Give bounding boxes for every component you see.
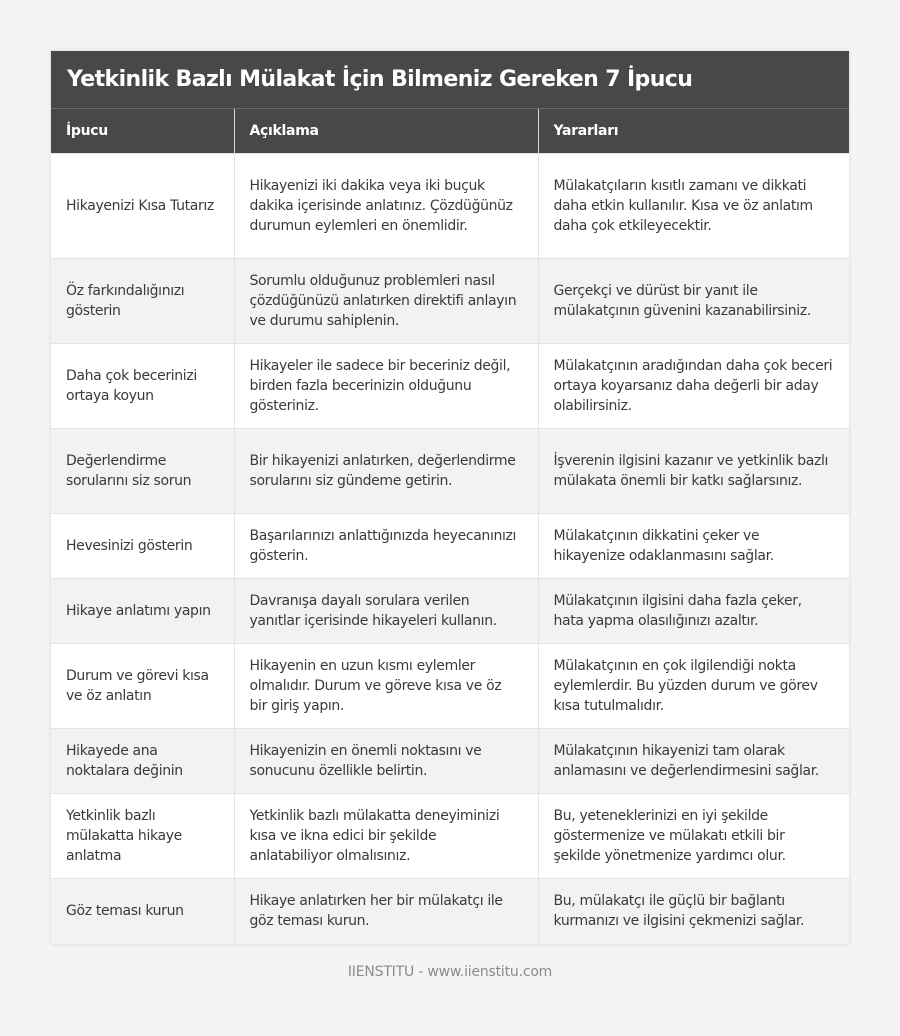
cell-tip: Değerlendirme sorularını siz sorun <box>51 429 234 514</box>
table-header-row <box>51 109 849 154</box>
cell-benefits: Mülakatçının dikkatini çeker ve hikayenize odaklanmasını sağlar. <box>538 514 849 579</box>
cell-tip: Hevesinizi gösterin <box>51 514 234 579</box>
table-row <box>51 644 849 729</box>
cell-tip: Hikayenizi Kısa Tutarız <box>51 154 234 259</box>
table-row <box>51 344 849 429</box>
cell-tip: Yetkinlik bazlı mülakatta hikaye anlatma <box>51 794 234 879</box>
cell-benefits: Mülakatçının en çok ilgilendiği nokta eylemlerdir. Bu yüzden durum ve görev kısa tutulmalıdır. <box>538 644 849 729</box>
page-title: Yetkinlik Bazlı Mülakat İçin Bilmeniz Gereken 7 İpucu <box>67 67 693 92</box>
cell-description: Hikayeler ile sadece bir beceriniz değil, birden fazla becerinizin olduğunu gösteriniz. <box>234 344 538 429</box>
cell-description: Hikayenin en uzun kısmı eylemler olmalıdır. Durum ve göreve kısa ve öz bir giriş yapın. <box>234 644 538 729</box>
cell-benefits: Bu, mülakatçı ile güçlü bir bağlantı kurmanızı ve ilgisini çekmenizi sağlar. <box>538 879 849 944</box>
table-row <box>51 514 849 579</box>
column-header-benefits: Yararları <box>538 109 849 154</box>
cell-description: Bir hikayenizi anlatırken, değerlendirme sorularını siz gündeme getirin. <box>234 429 538 514</box>
tips-card <box>51 51 849 944</box>
cell-benefits: Mülakatçının aradığından daha çok beceri ortaya koyarsanız daha değerli bir aday olabilirsiniz. <box>538 344 849 429</box>
cell-benefits: Bu, yeteneklerinizi en iyi şekilde göstermenize ve mülakatı etkili bir şekilde yönetmenize yardımcı olur. <box>538 794 849 879</box>
cell-description: Hikayenizi iki dakika veya iki buçuk dakika içerisinde anlatınız. Çözdüğünüz durumun eylemleri en önemlidir. <box>234 154 538 259</box>
cell-description: Başarılarınızı anlattığınızda heyecanınızı gösterin. <box>234 514 538 579</box>
cell-tip: Öz farkındalığınızı gösterin <box>51 259 234 344</box>
tips-table <box>51 109 849 944</box>
cell-benefits: Mülakatçının ilgisini daha fazla çeker, hata yapma olasılığınızı azaltır. <box>538 579 849 644</box>
table-row <box>51 729 849 794</box>
footer-credit: IIENSTITU - www.iienstitu.com <box>347 964 553 980</box>
cell-description: Hikayenizin en önemli noktasını ve sonucunu özellikle belirtin. <box>234 729 538 794</box>
cell-benefits: Mülakatçıların kısıtlı zamanı ve dikkati daha etkin kullanılır. Kısa ve öz anlatım daha çok etkileyecektir. <box>538 154 849 259</box>
table-row <box>51 879 849 944</box>
table-row <box>51 794 849 879</box>
table-row <box>51 579 849 644</box>
title-bar <box>51 51 849 109</box>
column-header-tip: İpucu <box>51 109 234 154</box>
cell-benefits: Gerçekçi ve dürüst bir yanıt ile mülakatçının güvenini kazanabilirsiniz. <box>538 259 849 344</box>
cell-benefits: İşverenin ilgisini kazanır ve yetkinlik bazlı mülakata önemli bir katkı sağlarsınız. <box>538 429 849 514</box>
table-row <box>51 259 849 344</box>
cell-description: Hikaye anlatırken her bir mülakatçı ile göz teması kurun. <box>234 879 538 944</box>
cell-description: Sorumlu olduğunuz problemleri nasıl çözdüğünüzü anlatırken direktifi anlayın ve durumu sahiplenin. <box>234 259 538 344</box>
table-row <box>51 154 849 259</box>
cell-tip: Daha çok becerinizi ortaya koyun <box>51 344 234 429</box>
cell-tip: Durum ve görevi kısa ve öz anlatın <box>51 644 234 729</box>
cell-tip: Hikaye anlatımı yapın <box>51 579 234 644</box>
cell-description: Davranışa dayalı sorulara verilen yanıtlar içerisinde hikayeleri kullanın. <box>234 579 538 644</box>
cell-tip: Hikayede ana noktalara değinin <box>51 729 234 794</box>
cell-description: Yetkinlik bazlı mülakatta deneyiminizi kısa ve ikna edici bir şekilde anlatabiliyor olmalısınız. <box>234 794 538 879</box>
table-row <box>51 429 849 514</box>
cell-tip: Göz teması kurun <box>51 879 234 944</box>
cell-benefits: Mülakatçının hikayenizi tam olarak anlamasını ve değerlendirmesini sağlar. <box>538 729 849 794</box>
column-header-description: Açıklama <box>234 109 538 154</box>
